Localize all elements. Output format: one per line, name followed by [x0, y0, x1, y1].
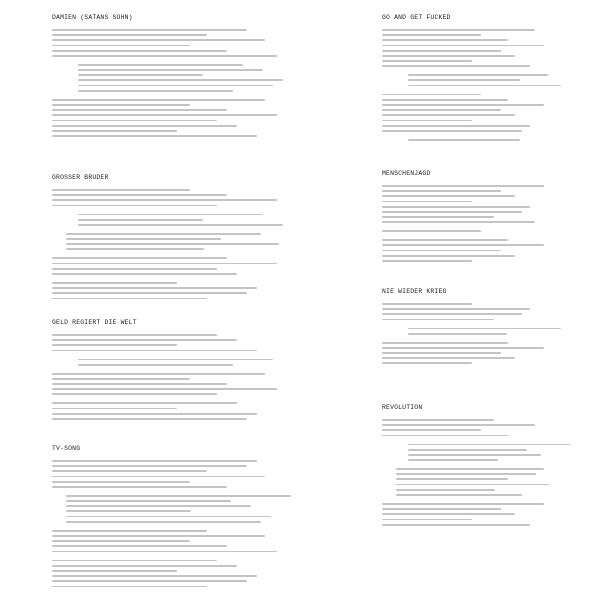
- stanza-gap: [52, 229, 302, 231]
- lyric-line: [52, 481, 190, 483]
- lyrics-block: [52, 460, 302, 587]
- lyric-line: [382, 435, 508, 437]
- lyric-line: [52, 535, 265, 537]
- song-tv-song: [52, 445, 302, 595]
- song-geld-regiert: [52, 319, 302, 445]
- lyric-line: [52, 545, 227, 547]
- lyric-line: [382, 239, 508, 241]
- lyric-line: [396, 468, 544, 470]
- stanza-gap: [52, 210, 302, 212]
- lyric-line: [382, 216, 494, 218]
- lyric-line: [408, 333, 507, 335]
- lyric-line: [52, 130, 177, 132]
- lyrics-block: [382, 185, 562, 262]
- lyric-line: [52, 199, 277, 201]
- lyric-line: [52, 530, 207, 532]
- stanza-gap: [382, 90, 562, 92]
- lyric-line: [52, 99, 265, 101]
- stanza-gap: [382, 71, 562, 73]
- lyric-line: [78, 224, 283, 226]
- lyric-line: [66, 510, 191, 512]
- lyric-line: [78, 64, 243, 66]
- stanza-gap: [52, 526, 302, 528]
- lyrics-block: [52, 189, 302, 299]
- lyric-line: [382, 362, 472, 364]
- lyric-line: [52, 205, 217, 207]
- lyric-line: [78, 85, 273, 87]
- lyric-line: [52, 263, 277, 265]
- lyric-line: [382, 120, 472, 122]
- lyric-line: [382, 357, 515, 359]
- lyric-line: [52, 486, 227, 488]
- lyric-line: [78, 79, 283, 81]
- lyric-line: [78, 214, 263, 216]
- lyric-line: [396, 478, 508, 480]
- lyric-line: [78, 359, 273, 361]
- stanza-gap: [382, 440, 562, 442]
- lyric-line: [52, 114, 277, 116]
- lyric-line: [66, 238, 221, 240]
- stanza-gap: [52, 491, 302, 493]
- lyric-line: [52, 350, 257, 352]
- lyric-line: [52, 470, 207, 472]
- lyric-line: [382, 125, 530, 127]
- left-column: [52, 14, 302, 595]
- lyric-line: [408, 74, 548, 76]
- lyric-line: [382, 424, 535, 426]
- lyric-line: [382, 185, 544, 187]
- lyric-line: [382, 55, 515, 57]
- lyric-line: [408, 139, 520, 141]
- lyric-line: [52, 465, 247, 467]
- lyric-line: [52, 393, 217, 395]
- lyric-line: [396, 473, 536, 475]
- song-go-and-get-fucked: [382, 14, 562, 170]
- lyric-line: [66, 233, 261, 235]
- lyric-line: [52, 402, 237, 404]
- stanza-gap: [52, 254, 302, 256]
- lyric-line: [382, 50, 501, 52]
- lyric-line: [382, 195, 515, 197]
- lyric-line: [396, 494, 522, 496]
- lyric-line: [52, 273, 237, 275]
- lyric-line: [52, 125, 237, 127]
- stanza-gap: [52, 369, 302, 371]
- lyric-line: [382, 519, 472, 521]
- lyric-line: [52, 418, 247, 420]
- song-title: GROSSER BRUDER: [52, 174, 109, 181]
- song-nie-wieder-krieg: [382, 288, 562, 404]
- lyric-line: [52, 575, 257, 577]
- lyric-line: [382, 513, 515, 515]
- lyrics-block: [382, 419, 562, 526]
- lyric-line: [52, 298, 207, 300]
- lyric-line: [382, 94, 481, 96]
- lyric-line: [52, 50, 227, 52]
- lyric-line: [52, 257, 227, 259]
- lyric-line: [52, 580, 247, 582]
- lyric-line: [52, 292, 247, 294]
- lyric-line: [382, 313, 522, 315]
- lyric-line: [78, 364, 233, 366]
- lyric-line: [52, 34, 207, 36]
- stanza-gap: [382, 235, 562, 237]
- lyric-line: [52, 120, 217, 122]
- lyric-line: [382, 65, 530, 67]
- lyric-line: [52, 135, 257, 137]
- lyrics-block: [382, 29, 562, 141]
- song-damien: [52, 14, 302, 174]
- lyric-line: [382, 524, 530, 526]
- stanza-gap: [382, 464, 562, 466]
- lyric-line: [396, 484, 549, 486]
- lyric-line: [382, 352, 501, 354]
- lyric-line: [52, 565, 237, 567]
- lyric-line: [382, 419, 494, 421]
- stanza-gap: [52, 278, 302, 280]
- lyric-line: [382, 39, 508, 41]
- song-grosser-bruder: [52, 174, 302, 319]
- lyric-line: [52, 551, 277, 553]
- lyric-line: [52, 540, 190, 542]
- lyric-line: [408, 454, 541, 456]
- lyric-line: [382, 60, 472, 62]
- lyric-line: [52, 109, 227, 111]
- lyric-line: [382, 319, 494, 321]
- lyric-line: [66, 521, 261, 523]
- lyric-line: [382, 508, 501, 510]
- lyric-line: [52, 460, 257, 462]
- lyric-line: [382, 130, 522, 132]
- lyric-line: [408, 328, 561, 330]
- lyric-line: [78, 219, 203, 221]
- lyric-line: [382, 206, 530, 208]
- lyric-line: [52, 39, 265, 41]
- lyric-line: [382, 109, 501, 111]
- stanza-gap: [382, 338, 562, 340]
- stanza-gap: [382, 324, 562, 326]
- lyric-line: [52, 189, 190, 191]
- lyric-line: [52, 476, 265, 478]
- lyric-line: [382, 221, 535, 223]
- lyric-line: [66, 500, 231, 502]
- lyric-line: [52, 383, 227, 385]
- lyric-line: [382, 260, 472, 262]
- lyric-line: [52, 268, 217, 270]
- lyric-line: [382, 429, 481, 431]
- lyric-line: [382, 114, 515, 116]
- stanza-gap: [382, 135, 562, 137]
- lyric-line: [408, 85, 561, 87]
- lyric-line: [382, 250, 501, 252]
- lyric-line: [382, 503, 544, 505]
- song-title: DAMIEN (SATANS SOHN): [52, 14, 133, 21]
- lyrics-block: [52, 29, 302, 137]
- lyric-line: [78, 74, 203, 76]
- lyric-line: [382, 29, 535, 31]
- lyric-line: [66, 516, 271, 518]
- lyric-line: [66, 505, 251, 507]
- lyric-line: [52, 282, 177, 284]
- song-menschenjagd: [382, 170, 562, 288]
- lyrics-block: [382, 303, 562, 364]
- lyric-line: [382, 201, 472, 203]
- right-column: [382, 14, 562, 594]
- lyric-line: [408, 449, 527, 451]
- lyric-line: [52, 29, 247, 31]
- stanza-gap: [52, 355, 302, 357]
- lyric-line: [382, 347, 544, 349]
- song-title: REVOLUTION: [382, 404, 423, 411]
- lyric-line: [382, 308, 530, 310]
- lyric-line: [408, 444, 570, 446]
- stanza-gap: [382, 227, 562, 229]
- lyric-line: [52, 388, 277, 390]
- lyric-line: [382, 34, 481, 36]
- lyric-line: [66, 495, 291, 497]
- lyric-line: [382, 99, 508, 101]
- lyric-line: [382, 230, 481, 232]
- lyric-line: [408, 459, 498, 461]
- lyric-line: [382, 211, 522, 213]
- stanza-gap: [52, 399, 302, 401]
- stanza-gap: [52, 95, 302, 97]
- lyric-line: [52, 334, 217, 336]
- lyric-line: [52, 560, 217, 562]
- lyric-line: [52, 45, 190, 47]
- lyric-line: [52, 586, 207, 588]
- song-revolution: [382, 404, 562, 594]
- song-title: MENSCHENJAGD: [382, 170, 431, 177]
- lyric-line: [382, 104, 544, 106]
- stanza-gap: [52, 60, 302, 62]
- lyric-line: [52, 413, 257, 415]
- lyric-line: [382, 342, 508, 344]
- lyric-line: [52, 339, 237, 341]
- lyric-line: [382, 190, 501, 192]
- lyric-line: [396, 489, 495, 491]
- lyric-line: [78, 69, 263, 71]
- lyric-line: [52, 344, 177, 346]
- lyric-line: [52, 287, 257, 289]
- lyrics-block: [52, 334, 302, 420]
- lyric-line: [78, 90, 233, 92]
- stanza-gap: [52, 556, 302, 558]
- lyric-line: [52, 373, 265, 375]
- song-title: TV-SONG: [52, 445, 81, 452]
- lyric-line: [382, 303, 472, 305]
- song-title: NIE WIEDER KRIEG: [382, 288, 447, 295]
- lyric-line: [382, 255, 515, 257]
- lyric-line: [52, 194, 227, 196]
- lyric-line: [52, 55, 277, 57]
- song-title: GELD REGIERT DIE WELT: [52, 319, 137, 326]
- lyric-line: [382, 45, 544, 47]
- stanza-gap: [382, 499, 562, 501]
- lyric-line: [52, 104, 190, 106]
- lyric-line: [52, 408, 177, 410]
- lyric-line: [66, 248, 204, 250]
- lyric-line: [382, 244, 544, 246]
- song-title: GO AND GET FUCKED: [382, 14, 451, 21]
- lyric-line: [52, 378, 190, 380]
- lyric-line: [408, 79, 520, 81]
- lyric-line: [66, 243, 279, 245]
- lyric-line: [52, 570, 177, 572]
